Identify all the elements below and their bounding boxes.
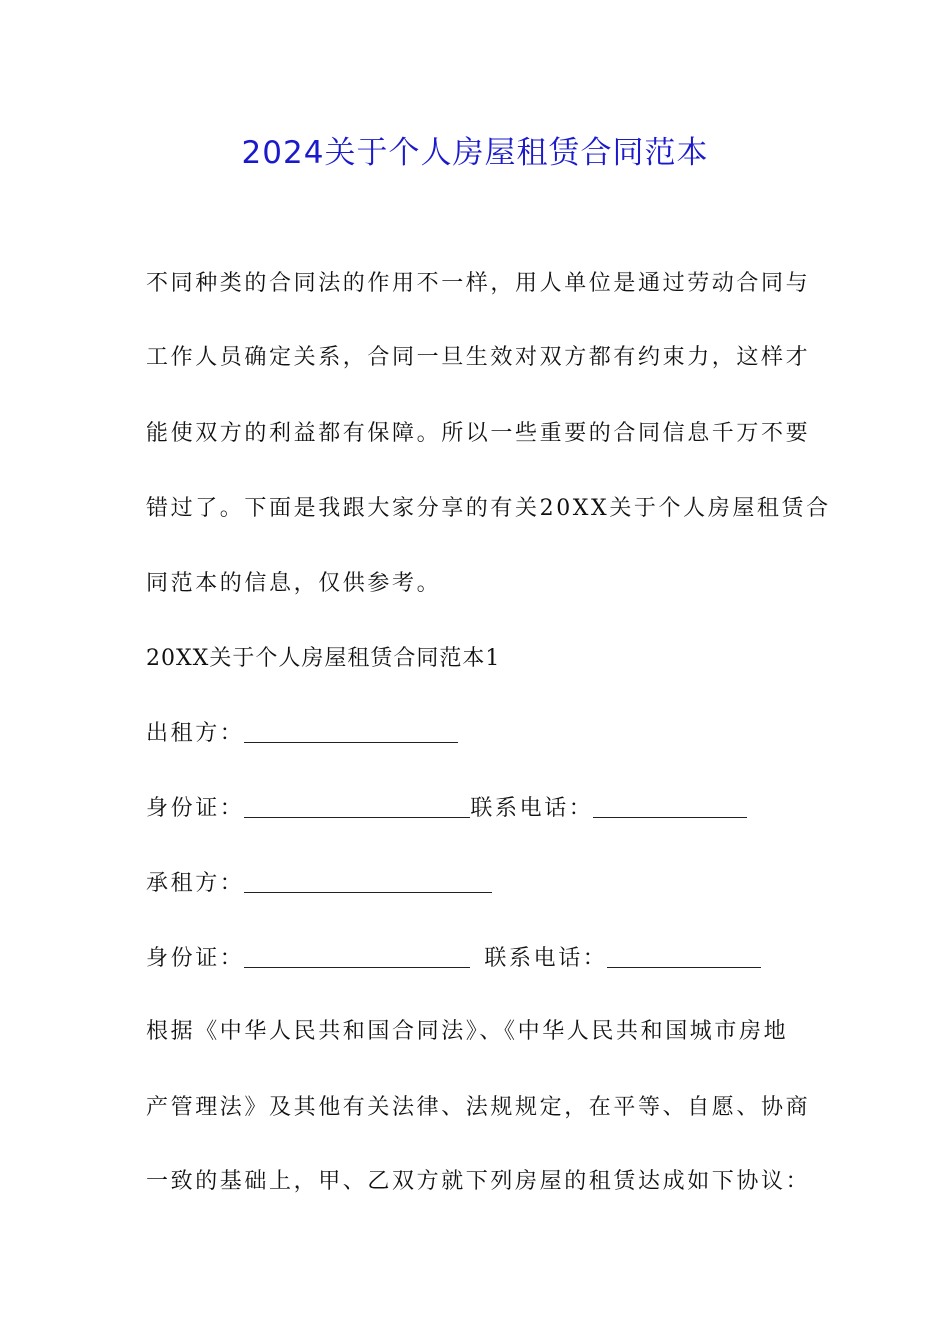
lessor-blank[interactable] [244, 720, 458, 743]
lessor-row [146, 718, 458, 750]
lessor-phone-label: 联系电话： [470, 796, 594, 821]
document-title: 2024关于个人房屋租赁合同范本 [241, 135, 709, 171]
lessor-id-label: 身份证： [146, 796, 245, 821]
intro-line-2: 工作人员确定关系，合同一旦生效对双方都有约束力，这样才 [146, 345, 811, 370]
lessee-label: 承租方： [146, 871, 245, 896]
section-heading: 20XX关于个人房屋租赁合同范本1 [146, 646, 501, 671]
body-line-2: 产管理法》及其他有关法律、法规规定，在平等、自愿、协商 [146, 1095, 811, 1120]
body-line-3: 一致的基础上，甲、乙双方就下列房屋的租赁达成如下协议： [146, 1169, 811, 1194]
lessee-phone-blank[interactable] [607, 945, 761, 968]
lessor-label: 出租方： [146, 721, 245, 746]
lessor-phone-blank[interactable] [593, 795, 747, 818]
intro-line-1: 不同种类的合同法的作用不一样，用人单位是通过劳动合同与 [146, 271, 811, 296]
lessee-row [146, 868, 492, 900]
lessor-id-row [146, 793, 747, 825]
intro-line-5: 同范本的信息，仅供参考。 [146, 571, 442, 596]
intro-line-4: 错过了。下面是我跟大家分享的有关20XX关于个人房屋租赁合 [146, 496, 831, 521]
body-line-1: 根据《中华人民共和国合同法》、《中华人民共和国城市房地 [146, 1019, 789, 1044]
lessee-id-blank[interactable] [244, 945, 470, 968]
lessee-phone-label: 联系电话： [484, 946, 608, 971]
lessee-blank[interactable] [244, 870, 492, 893]
lessor-id-blank[interactable] [244, 795, 470, 818]
lessee-id-row [146, 943, 761, 975]
intro-line-3: 能使双方的利益都有保障。所以一些重要的合同信息千万不要 [146, 421, 811, 446]
lessee-id-label: 身份证： [146, 946, 245, 971]
